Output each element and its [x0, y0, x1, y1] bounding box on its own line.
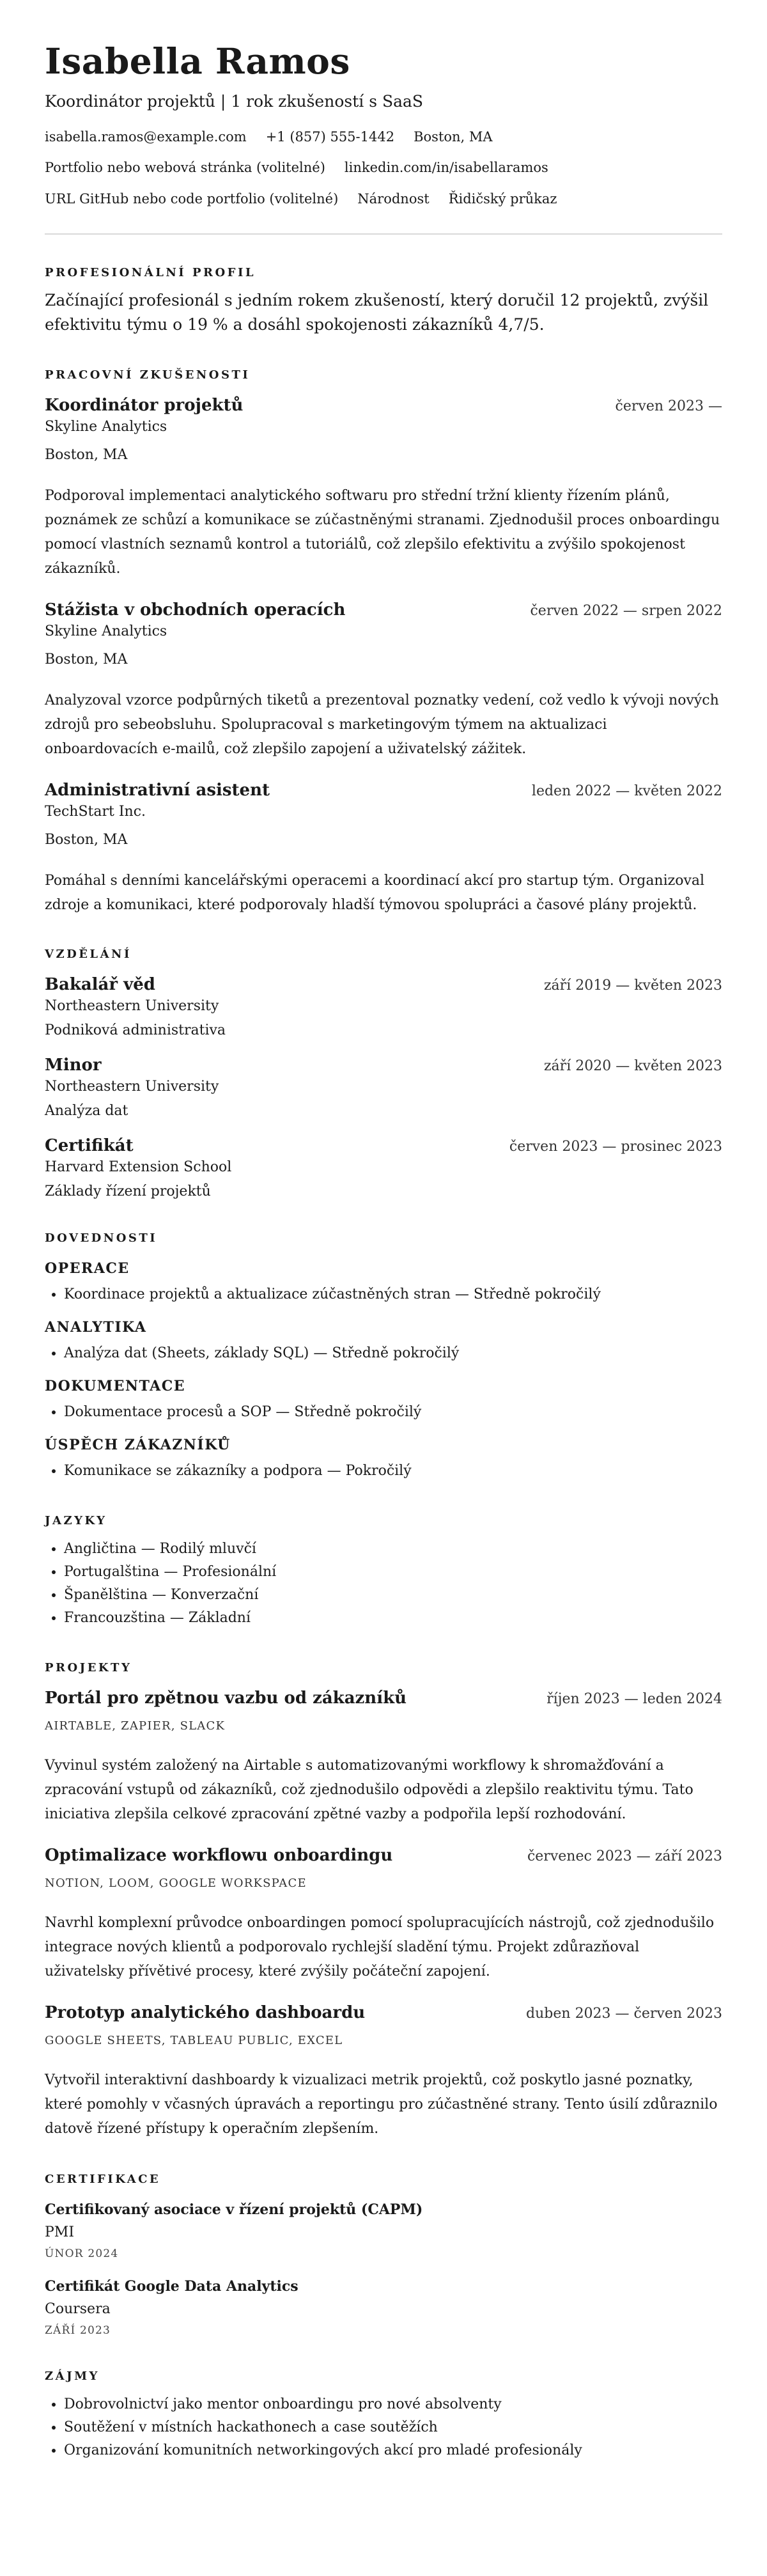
contact-github[interactable]: URL GitHub nebo code portfolio (volitelné): [45, 191, 339, 207]
education-item: [45, 974, 722, 1040]
contact-phone[interactable]: +1 (857) 555-1442: [265, 129, 395, 144]
project-item: [45, 2002, 722, 2141]
skill-item: • Dokumentace procesů a SOP — Středně pokročilý: [64, 1401, 722, 1424]
header-divider: [45, 233, 722, 235]
section-title-skills: DOVEDNOSTI: [45, 1231, 158, 1245]
skill-list: [45, 1401, 722, 1424]
candidate-name: Isabella Ramos: [45, 40, 350, 82]
interest-list: [45, 2393, 722, 2462]
contact-linkedin[interactable]: linkedin.com/in/isabellaramos: [344, 160, 548, 175]
profile-summary: Začínající profesionál s jedním rokem zkušeností, který doručil 12 projektů, zvýšil efektivitu týmu o 19 % a dosáhl spokojenosti zákazníků 4,7/5.: [45, 291, 709, 334]
experience-description: Pomáhal s denními kancelářskými operacemi a koordinací akcí pro startup tým. Organizoval zdroje a komunikaci, které podporovaly hladší týmovou spolupráci a časové plány projektů.: [45, 873, 705, 913]
section-title-certifications: CERTIFIKACE: [45, 2173, 161, 2186]
experience-role: Koordinátor projektů: [45, 396, 244, 415]
interest-item: • Dobrovolnictví jako mentor onboardingu pro nové absolventy: [64, 2393, 722, 2416]
candidate-headline: Koordinátor projektů | 1 rok zkušeností s SaaS: [45, 92, 424, 111]
education-field: Základy řízení projektů: [45, 1183, 211, 1199]
experience-company: Skyline Analytics: [45, 623, 167, 639]
contact-row-primary: [45, 128, 722, 146]
education-dates: září 2020 — květen 2023: [543, 1058, 722, 1074]
section-title-experience: PRACOVNÍ ZKUŠENOSTI: [45, 368, 251, 382]
section-title-projects: PROJEKTY: [45, 1661, 132, 1674]
certification-name: Certifikát Google Data Analytics: [45, 2278, 298, 2295]
project-name: Optimalizace workflowu onboardingu: [45, 1846, 393, 1865]
skill-group: [45, 1259, 722, 1306]
experience-company: TechStart Inc.: [45, 804, 146, 820]
language-item: • Portugalština — Profesionální: [64, 1561, 722, 1584]
contact-license: Řidičský průkaz: [448, 191, 557, 207]
project-dates: říjen 2023 — leden 2024: [546, 1691, 722, 1707]
section-title-interests: ZÁJMY: [45, 2369, 100, 2383]
experience-role: Stážista v obchodních operacích: [45, 600, 346, 620]
education-school: Northeastern University: [45, 998, 219, 1014]
experience-item: [45, 599, 722, 761]
experience-dates: leden 2022 — květen 2022: [531, 783, 722, 799]
education-school: Harvard Extension School: [45, 1159, 232, 1175]
project-tags: GOOGLE SHEETS, TABLEAU PUBLIC, EXCEL: [45, 2034, 343, 2047]
language-item: • Francouzština — Základní: [64, 1607, 722, 1630]
experience-description: Podporoval implementaci analytického softwaru pro střední tržní klienty řízením plánů, poznámek ze schůzí a komunikace se zúčastněnými stranami. Zjednodušil proces onboardingu pomocí vlastních seznamů kontrol a tutoriálů, což zlepšilo efektivitu a zvýšilo spokojenost zákazníků.: [45, 488, 720, 577]
skill-group: [45, 1377, 722, 1424]
project-description: Vyvinul systém založený na Airtable s automatizovanými workflowy k shromažďování a zpracování vstupů od zákazníků, což zjednodušilo odpovědi a zlepšilo reaktivitu týmu. Tato iniciativa zlepšila celkové zpracování zpětné vazby a podpořila lepší rozhodování.: [45, 1758, 693, 1822]
experience-location: Boston, MA: [45, 447, 128, 463]
education-field: Analýza dat: [45, 1103, 128, 1119]
experience-dates: červen 2023 —: [615, 398, 722, 414]
skill-item: • Koordinace projektů a aktualizace zúčastněných stran — Středně pokročilý: [64, 1283, 722, 1306]
project-tags: AIRTABLE, ZAPIER, SLACK: [45, 1719, 226, 1733]
experience-role: Administrativní asistent: [45, 781, 270, 800]
skill-list: [45, 1283, 722, 1306]
section-title-languages: JAZYKY: [45, 1514, 107, 1527]
education-field: Podniková administrativa: [45, 1022, 226, 1038]
language-list: [45, 1538, 722, 1630]
skill-item: • Komunikace se zákazníky a podpora — Pokročilý: [64, 1460, 722, 1483]
experience-dates: červen 2022 — srpen 2022: [530, 603, 722, 619]
skill-group: [45, 1318, 722, 1365]
skill-list: [45, 1342, 722, 1365]
skill-group-title: ÚSPĚCH ZÁKAZNÍKŮ: [45, 1437, 231, 1453]
education-school: Northeastern University: [45, 1079, 219, 1095]
education-degree: Certifikát: [45, 1136, 134, 1155]
skill-item: • Analýza dat (Sheets, základy SQL) — Středně pokročilý: [64, 1342, 722, 1365]
project-item: [45, 1845, 722, 1984]
education-degree: Minor: [45, 1056, 102, 1075]
certification-item: [45, 2277, 722, 2338]
skill-group-title: ANALYTIKA: [45, 1319, 147, 1336]
project-description: Vytvořil interaktivní dashboardy k vizualizaci metrik projektů, což poskytlo jasné poznatky, které pomohly v včasných úpravách a reportingu pro zúčastněné strany. Tento úsilí zdůraznilo datově řízené přístupy k operačním zlepšením.: [45, 2072, 718, 2137]
experience-company: Skyline Analytics: [45, 419, 167, 435]
education-item: [45, 1054, 722, 1121]
contact-nationality: Národnost: [357, 191, 430, 207]
project-tags: NOTION, LOOM, GOOGLE WORKSPACE: [45, 1877, 307, 1890]
project-name: Prototyp analytického dashboardu: [45, 2003, 366, 2022]
education-dates: červen 2023 — prosinec 2023: [509, 1139, 722, 1155]
experience-description: Analyzoval vzorce podpůrných tiketů a prezentoval poznatky vedení, což vedlo k vývoji nových zdrojů pro sebeobsluhu. Spolupracoval s marketingovým týmem na aktualizaci onboardovacích e-mailů, což zlepšilo zapojení a uživatelský zážitek.: [45, 692, 719, 757]
contact-location: Boston, MA: [414, 129, 493, 144]
language-item: • Angličtina — Rodilý mluvčí: [64, 1538, 722, 1561]
project-dates: duben 2023 — červen 2023: [526, 2006, 722, 2022]
skill-group-title: OPERACE: [45, 1260, 130, 1277]
project-name: Portál pro zpětnou vazbu od zákazníků: [45, 1689, 407, 1708]
skill-list: [45, 1460, 722, 1483]
education-dates: září 2019 — květen 2023: [543, 978, 722, 994]
interest-item: • Organizování komunitních networkingových akcí pro mladé profesionály: [64, 2439, 722, 2462]
certification-issuer: Coursera: [45, 2301, 111, 2317]
project-item: [45, 1687, 722, 1827]
skill-group-title: DOKUMENTACE: [45, 1378, 186, 1394]
contact-email[interactable]: isabella.ramos@example.com: [45, 129, 247, 144]
project-description: Navrhl komplexní průvodce onboardingen pomocí spolupracujících nástrojů, což zjednodušilo integrace nových klientů a podporovalo rychlejší sladění týmu. Projekt zdůrazňoval uživatelsky přívětivé procesy, které zvýšily počáteční zapojení.: [45, 1915, 715, 1979]
section-title-education: VZDĚLÁNÍ: [45, 948, 132, 961]
skill-group: [45, 1435, 722, 1483]
contact-row-extra: [45, 190, 722, 208]
certification-issuer: PMI: [45, 2224, 75, 2240]
language-item: • Španělština — Konverzační: [64, 1584, 722, 1607]
education-degree: Bakalář věd: [45, 975, 155, 994]
certification-date: ZÁŘÍ 2023: [45, 2324, 111, 2337]
experience-item: [45, 779, 722, 917]
experience-location: Boston, MA: [45, 652, 128, 667]
education-item: [45, 1135, 722, 1201]
certification-name: Certifikovaný asociace v řízení projektů (CAPM): [45, 2201, 423, 2218]
experience-item: [45, 394, 722, 581]
interest-item: • Soutěžení v místních hackathonech a case soutěžích: [64, 2416, 722, 2439]
section-title-profile: PROFESIONÁLNÍ PROFIL: [45, 266, 256, 279]
contact-portfolio[interactable]: Portfolio nebo webová stránka (volitelné): [45, 160, 325, 175]
certification-item: [45, 2200, 722, 2261]
experience-location: Boston, MA: [45, 832, 128, 848]
project-dates: červenec 2023 — září 2023: [527, 1848, 722, 1864]
certification-date: ÚNOR 2024: [45, 2247, 119, 2260]
contact-row-links: [45, 159, 722, 176]
